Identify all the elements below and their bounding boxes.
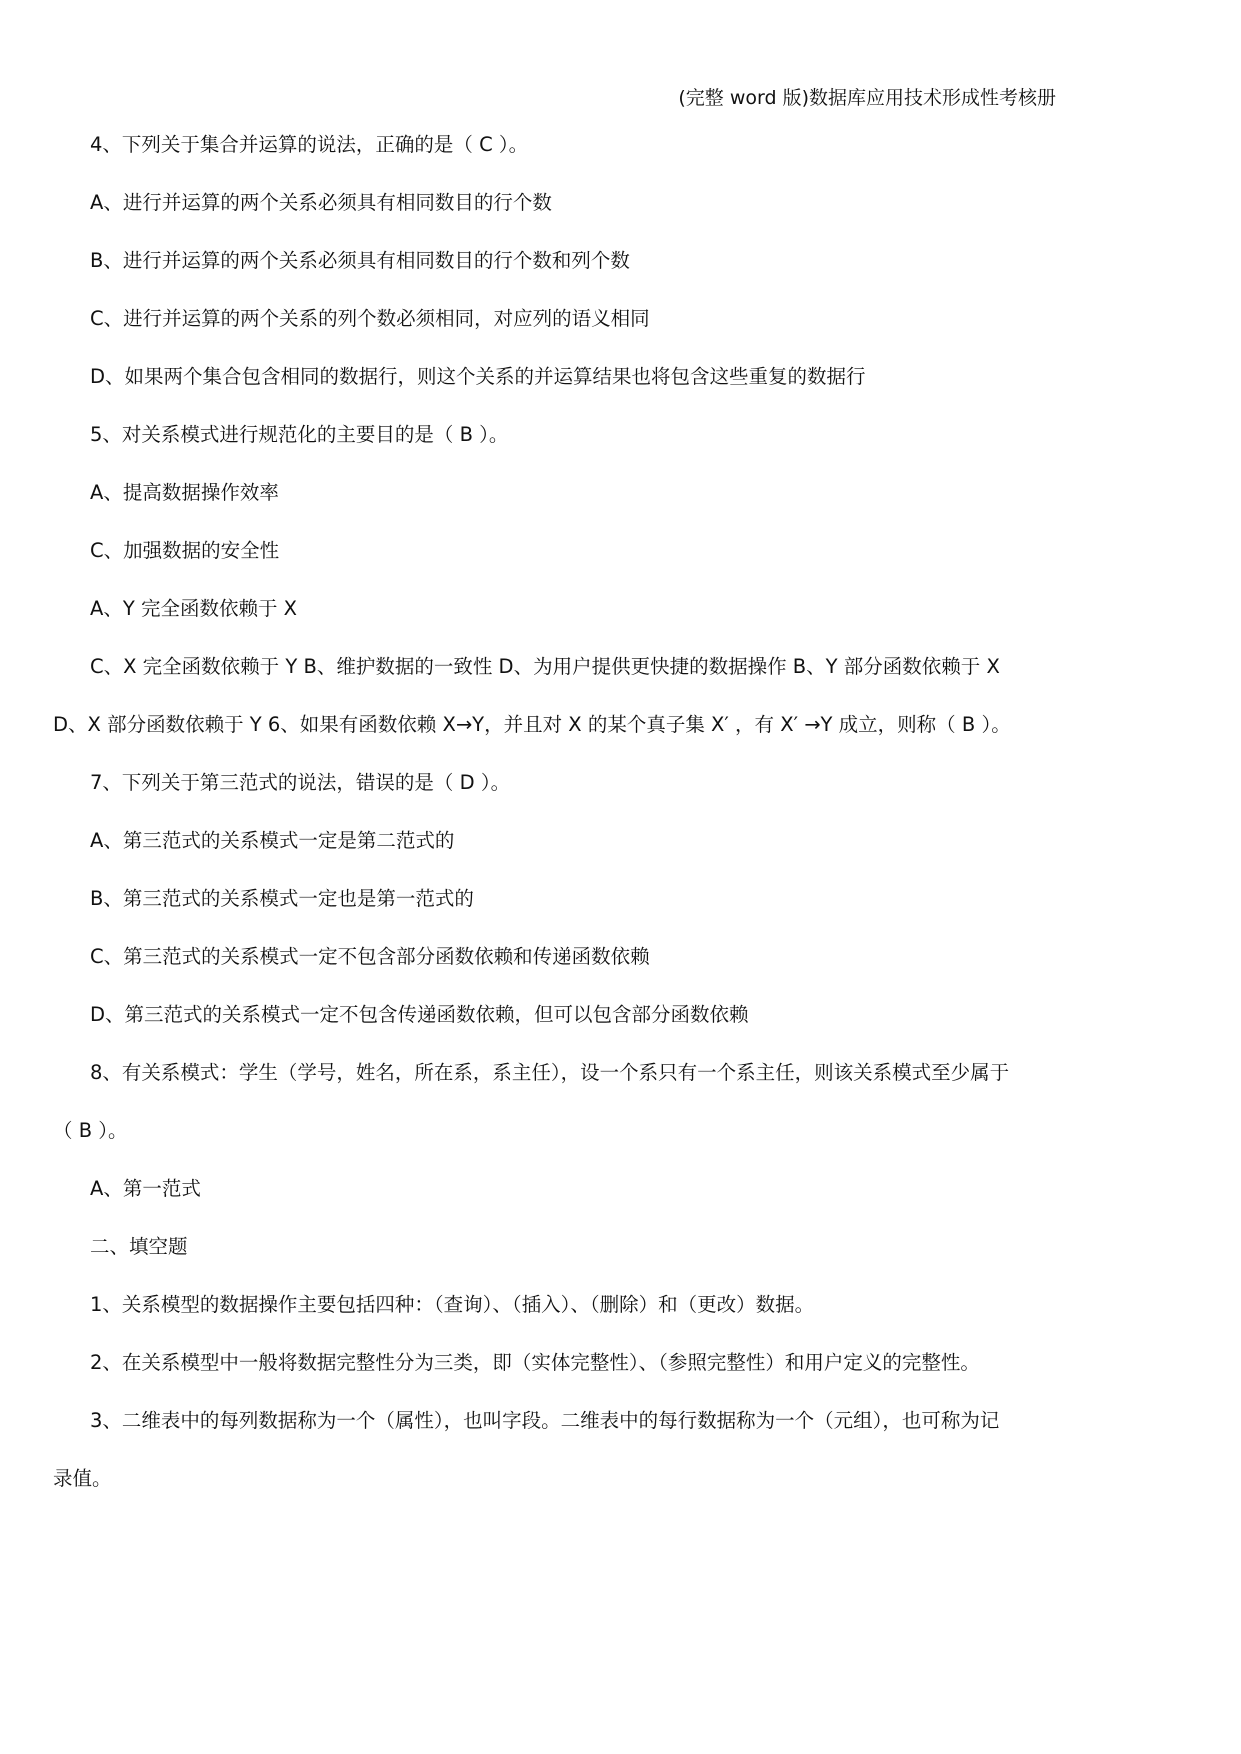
question-4-option-d: D、如果两个集合包含相同的数据行，则这个关系的并运算结果也将包含这些重复的数据行 (90, 365, 866, 388)
question-6: D、X 部分函数依赖于 Y 6、如果有函数依赖 X→Y，并且对 X 的某个真子集 X′ ，有 X′ →Y 成立，则称（ B ）。 (53, 713, 1011, 736)
document-header: (完整 word 版)数据库应用技术形成性考核册 (678, 87, 1056, 109)
question-5-option-c: C、加强数据的安全性 (90, 539, 280, 562)
question-7-option-b: B、第三范式的关系模式一定也是第一范式的 (90, 887, 474, 910)
question-4-option-b: B、进行并运算的两个关系必须具有相同数目的行个数和列个数 (90, 249, 630, 272)
fill-blank-3-continuation: 录值。 (53, 1467, 112, 1490)
fill-blank-2: 2、在关系模型中一般将数据完整性分为三类，即（实体完整性）、（参照完整性）和用户定义的完整性。 (90, 1351, 980, 1374)
question-6-option-a: A、Y 完全函数依赖于 X (90, 597, 298, 620)
question-5-option-a: A、提高数据操作效率 (90, 481, 279, 504)
question-4-option-c: C、进行并运算的两个关系的列个数必须相同，对应列的语义相同 (90, 307, 650, 330)
mixed-options-line: C、X 完全函数依赖于 Y B、维护数据的一致性 D、为用户提供更快捷的数据操作 B、Y 部分函数依赖于 X (90, 655, 1000, 678)
question-4: 4、下列关于集合并运算的说法，正确的是（ C ）。 (90, 133, 529, 156)
question-4-option-a: A、进行并运算的两个关系必须具有相同数目的行个数 (90, 191, 552, 214)
question-7-option-c: C、第三范式的关系模式一定不包含部分函数依赖和传递函数依赖 (90, 945, 650, 968)
section-heading-fill-blank: 二、填空题 (90, 1235, 188, 1258)
question-7-option-d: D、第三范式的关系模式一定不包含传递函数依赖，但可以包含部分函数依赖 (90, 1003, 749, 1026)
question-7-option-a: A、第三范式的关系模式一定是第二范式的 (90, 829, 455, 852)
question-8: 8、有关系模式：学生（学号，姓名，所在系，系主任），设一个系只有一个系主任，则该关系模式至少属于 (90, 1061, 1010, 1084)
question-8-option-a: A、第一范式 (90, 1177, 201, 1200)
question-8-continuation: （ B ）。 (53, 1119, 128, 1142)
fill-blank-1: 1、关系模型的数据操作主要包括四种：（查询）、（插入）、（删除）和（更改）数据。 (90, 1293, 815, 1316)
fill-blank-3: 3、二维表中的每列数据称为一个（属性），也叫字段。二维表中的每行数据称为一个（元组），也可称为记 (90, 1409, 1000, 1432)
question-5: 5、对关系模式进行规范化的主要目的是（ B ）。 (90, 423, 509, 446)
question-7: 7、下列关于第三范式的说法，错误的是（ D ）。 (90, 771, 511, 794)
